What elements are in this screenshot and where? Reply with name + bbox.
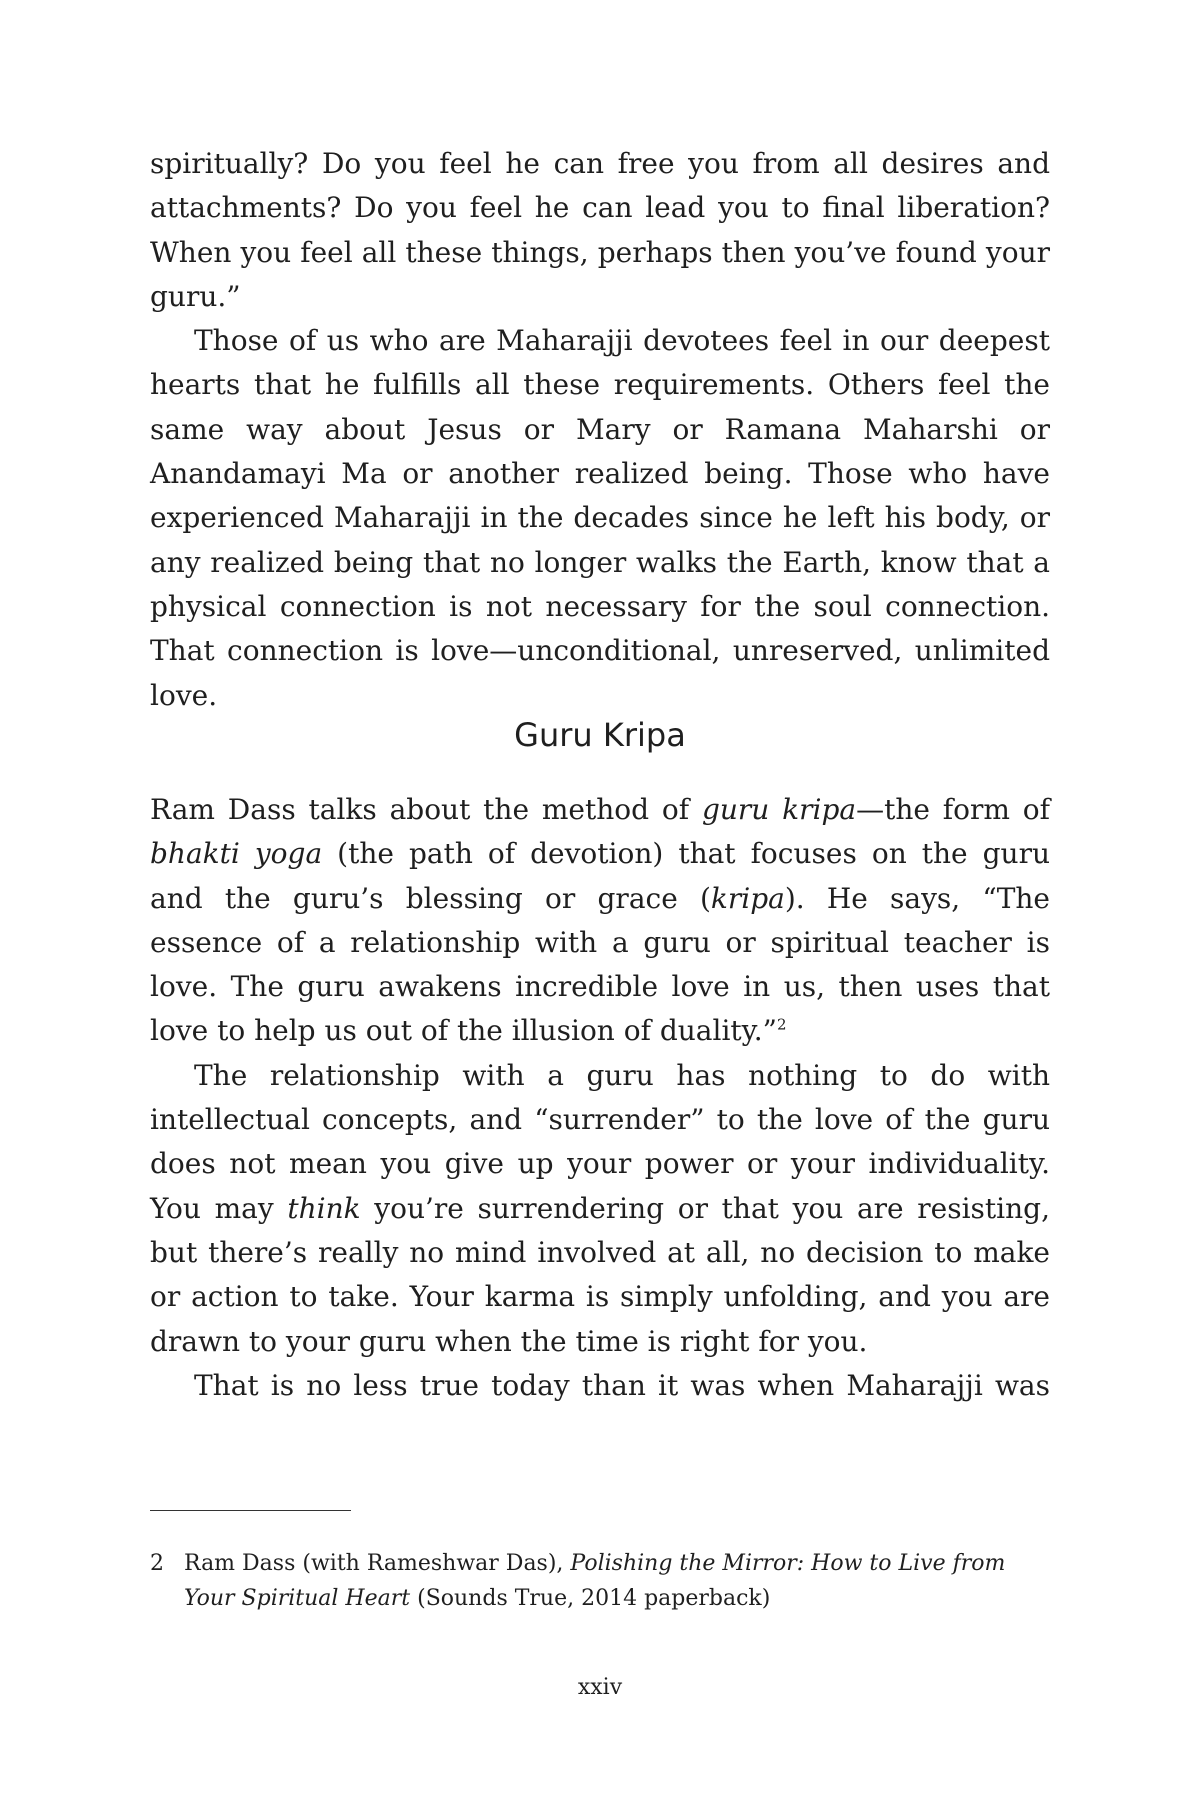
footnote xyxy=(150,1546,1050,1616)
section-heading: Guru Kripa xyxy=(514,716,686,754)
paragraph-relationship xyxy=(150,1054,1050,1364)
text-run: —the form of xyxy=(856,793,1050,826)
section-text-block xyxy=(150,788,1050,1408)
italic-term-guru-kripa: guru kripa xyxy=(701,793,857,826)
text-run: (Sounds True, 2014 paperback) xyxy=(410,1586,771,1611)
paragraph-devotees: Those of us who are Maharajji devotees feel in our deepest hearts that he fulfills all these requirements. Others feel the same way about Jesus or Mary or Ramana Maharshi or Anandamayi Ma or another realized being. Those who have experienced Maharajji in the decades since he left his body, or any realized being that no longer walks the Earth, know that a physical connection is not necessary for the soul connection. That connection is love—unconditional, unreserved, unlimited love. xyxy=(150,324,1050,712)
top-text-block xyxy=(150,142,1050,718)
footnote-book-title: Polishing the Mirror: How to Live from Your Spiritual Heart xyxy=(184,1551,1006,1611)
text-run: you’re surrendering or that you are resisting, but there’s really no mind involved at all, no decision to make or action to take. Your karma is simply unfolding, and you are drawn to your guru when the time is right for you. xyxy=(150,1191,1050,1358)
footnote-text xyxy=(184,1546,1050,1616)
page-number: xxiv xyxy=(577,1675,623,1700)
footnote-divider xyxy=(150,1510,351,1511)
text-run: (the path of devotion) that focuses on the guru and the guru’s blessing or grace ( xyxy=(150,837,1050,915)
text-run: Ram Dass talks about the method of xyxy=(150,793,702,826)
text-run: Ram Dass (with Rameshwar Das), xyxy=(184,1551,571,1576)
footnote-number: 2 xyxy=(150,1551,164,1576)
italic-term-kripa: kripa xyxy=(710,881,785,915)
paragraph-continuation: spiritually? Do you feel he can free you from all desires and attachments? Do you feel he can lead you to final liberation? When you feel all these things, perhaps then you’ve found your guru.” xyxy=(150,147,1050,313)
paragraph-guru-kripa xyxy=(150,788,1050,1054)
paragraph-no-less-true: That is no less true today than it was when Maharajji was xyxy=(194,1368,1050,1402)
text-run: The relationship with a guru has nothing to do with intellectual concepts, and “surrender” to the love of the guru does not mean you give up your power or your individuality. You may xyxy=(150,1058,1050,1225)
italic-word-think: think xyxy=(287,1191,361,1225)
text-run: ). He says, “The essence of a relationship with a guru or spiritual teacher is love. The guru awakens incredible love in us, then uses that love to help us out of the illusion of duality.” xyxy=(150,881,1050,1048)
italic-term-bhakti-yoga: bhakti yoga xyxy=(150,837,323,871)
footnote-reference: 2 xyxy=(776,1016,787,1035)
